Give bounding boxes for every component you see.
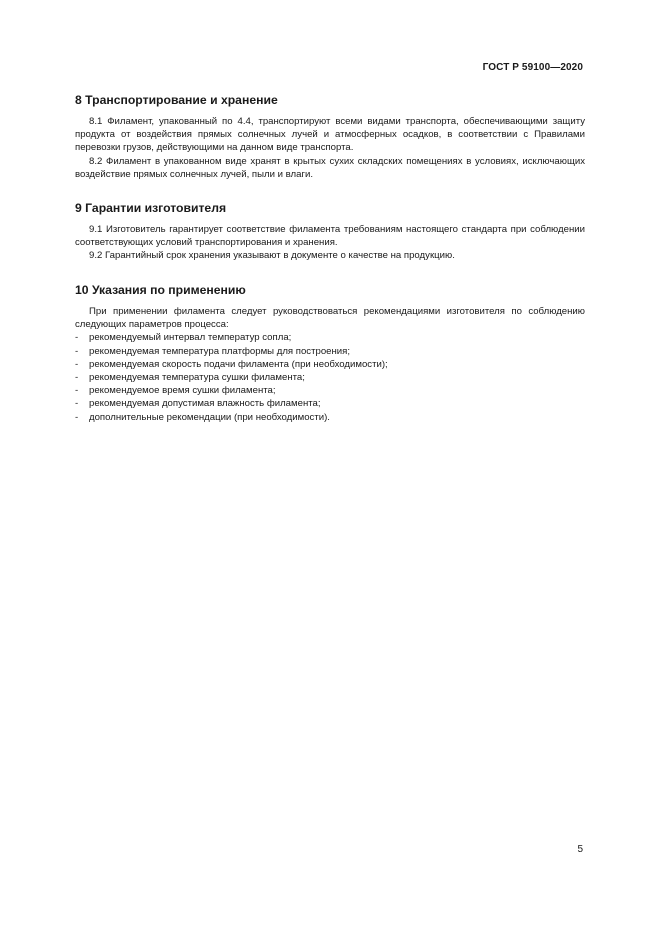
- list-item: - дополнительные рекомендации (при необходимости).: [75, 411, 330, 423]
- section-8: [75, 93, 585, 181]
- paragraph-8-2: 8.2 Филамент в упакованном виде хранят в крытых сухих складских помещениях в условиях, исключающих воздействие прямых солнечных лучей, пыли и влаги.: [75, 155, 585, 180]
- list-item: - рекомендуемая скорость подачи филамента (при необходимости);: [75, 358, 388, 370]
- section-10: [75, 283, 585, 424]
- list-item: - рекомендуемая температура платформы для построения;: [75, 345, 351, 357]
- section-title: 9 Гарантии изготовителя: [75, 201, 227, 215]
- document-code: ГОСТ Р 59100—2020: [482, 62, 583, 73]
- paragraph-9-1: 9.1 Изготовитель гарантирует соответствие филамента требованиям настоящего стандарта при соблюдении соответствующих условий транспортирования и хранения.: [75, 224, 585, 249]
- section-title: 8 Транспортирование и хранение: [75, 93, 278, 107]
- list-item: - рекомендуемая температура сушки филамента;: [75, 372, 305, 384]
- paragraph-10-intro: При применении филамента следует руководствоваться рекомендациями изготовителя по соблюдению следующих параметров процесса:: [75, 306, 585, 331]
- paragraph-9-2: 9.2 Гарантийный срок хранения указывают в документе о качестве на продукцию.: [89, 250, 455, 262]
- section-title: 10 Указания по применению: [75, 283, 246, 297]
- list-item: - рекомендуемая допустимая влажность филамента;: [75, 398, 321, 410]
- paragraph-8-1: 8.1 Филамент, упакованный по 4.4, транспортируют всеми видами транспорта, обеспечивающими защиту продукта от воздействия прямых солнечных лучей и атмосферных осадков, в соответствии с Правилами перевозки грузов, действующими на данном виде транспорта.: [75, 116, 585, 154]
- page-number: 5: [577, 844, 583, 855]
- list-item: - рекомендуемое время сушки филамента;: [75, 385, 276, 397]
- parameter-list: [75, 331, 585, 423]
- section-9: [75, 201, 585, 263]
- list-item: - рекомендуемый интервал температур сопла;: [75, 332, 292, 344]
